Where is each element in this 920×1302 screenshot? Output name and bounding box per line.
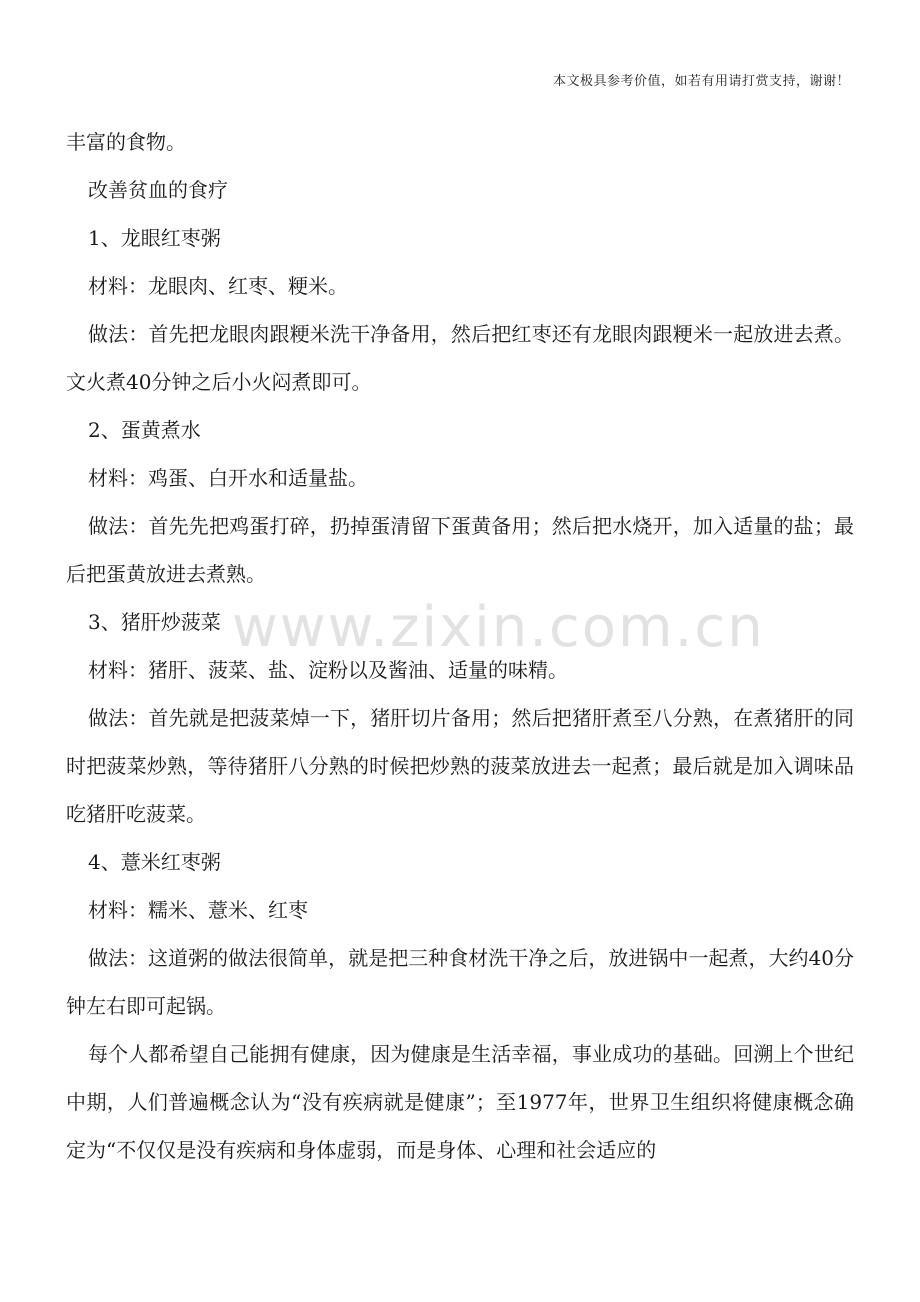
header-note: 本文极具参考价值，如若有用请打赏支持，谢谢！ <box>552 74 850 89</box>
recipe-title: 1、龙眼红枣粥 <box>88 226 221 250</box>
recipe-method: 做法：首先把龙眼肉跟粳米洗干净备用，然后把红枣还有龙眼肉跟粳米一起放进去煮。文火煮40分钟之后小火闷煮即可。 <box>66 322 854 394</box>
recipe-method: 做法：首先就是把菠菜焯一下，猪肝切片备用；然后把猪肝煮至八分熟，在煮猪肝的同时把菠菜炒熟，等待猪肝八分熟的时候把炒熟的菠菜放进去一起煮；最后就是加入调味品吃猪肝吃菠菜。 <box>66 706 854 826</box>
paragraph: 每个人都希望自己能拥有健康，因为健康是生活幸福，事业成功的基础。回溯上个世纪中期，人们普遍概念认为“没有疾病就是健康”；至1977年，世界卫生组织将健康概念确定为“不仅仅是没有疾病和身体虚弱，而是身体、心理和社会适应的 <box>66 1042 854 1162</box>
document-body <box>66 118 854 1174</box>
recipe-title: 4、薏米红枣粥 <box>88 850 221 874</box>
paragraph: 丰富的食物。 <box>66 130 186 154</box>
recipe-ingredients: 材料：糯米、薏米、红枣 <box>88 898 308 922</box>
recipe-method: 做法：这道粥的做法很简单，就是把三种食材洗干净之后，放进锅中一起煮，大约40分钟左右即可起锅。 <box>66 946 854 1018</box>
recipe-title: 3、猪肝炒菠菜 <box>88 610 221 634</box>
recipe-method: 做法：首先先把鸡蛋打碎，扔掉蛋清留下蛋黄备用；然后把水烧开，加入适量的盐；最后把蛋黄放进去煮熟。 <box>66 514 854 586</box>
recipe-ingredients: 材料：猪肝、菠菜、盐、淀粉以及酱油、适量的味精。 <box>88 658 568 682</box>
recipe-ingredients: 材料：龙眼肉、红枣、粳米。 <box>88 274 348 298</box>
recipe-title: 2、蛋黄煮水 <box>88 418 201 442</box>
section-heading: 改善贫血的食疗 <box>88 178 228 202</box>
watermark: www.zixin.com.cn <box>232 595 765 660</box>
recipe-ingredients: 材料：鸡蛋、白开水和适量盐。 <box>88 466 368 490</box>
